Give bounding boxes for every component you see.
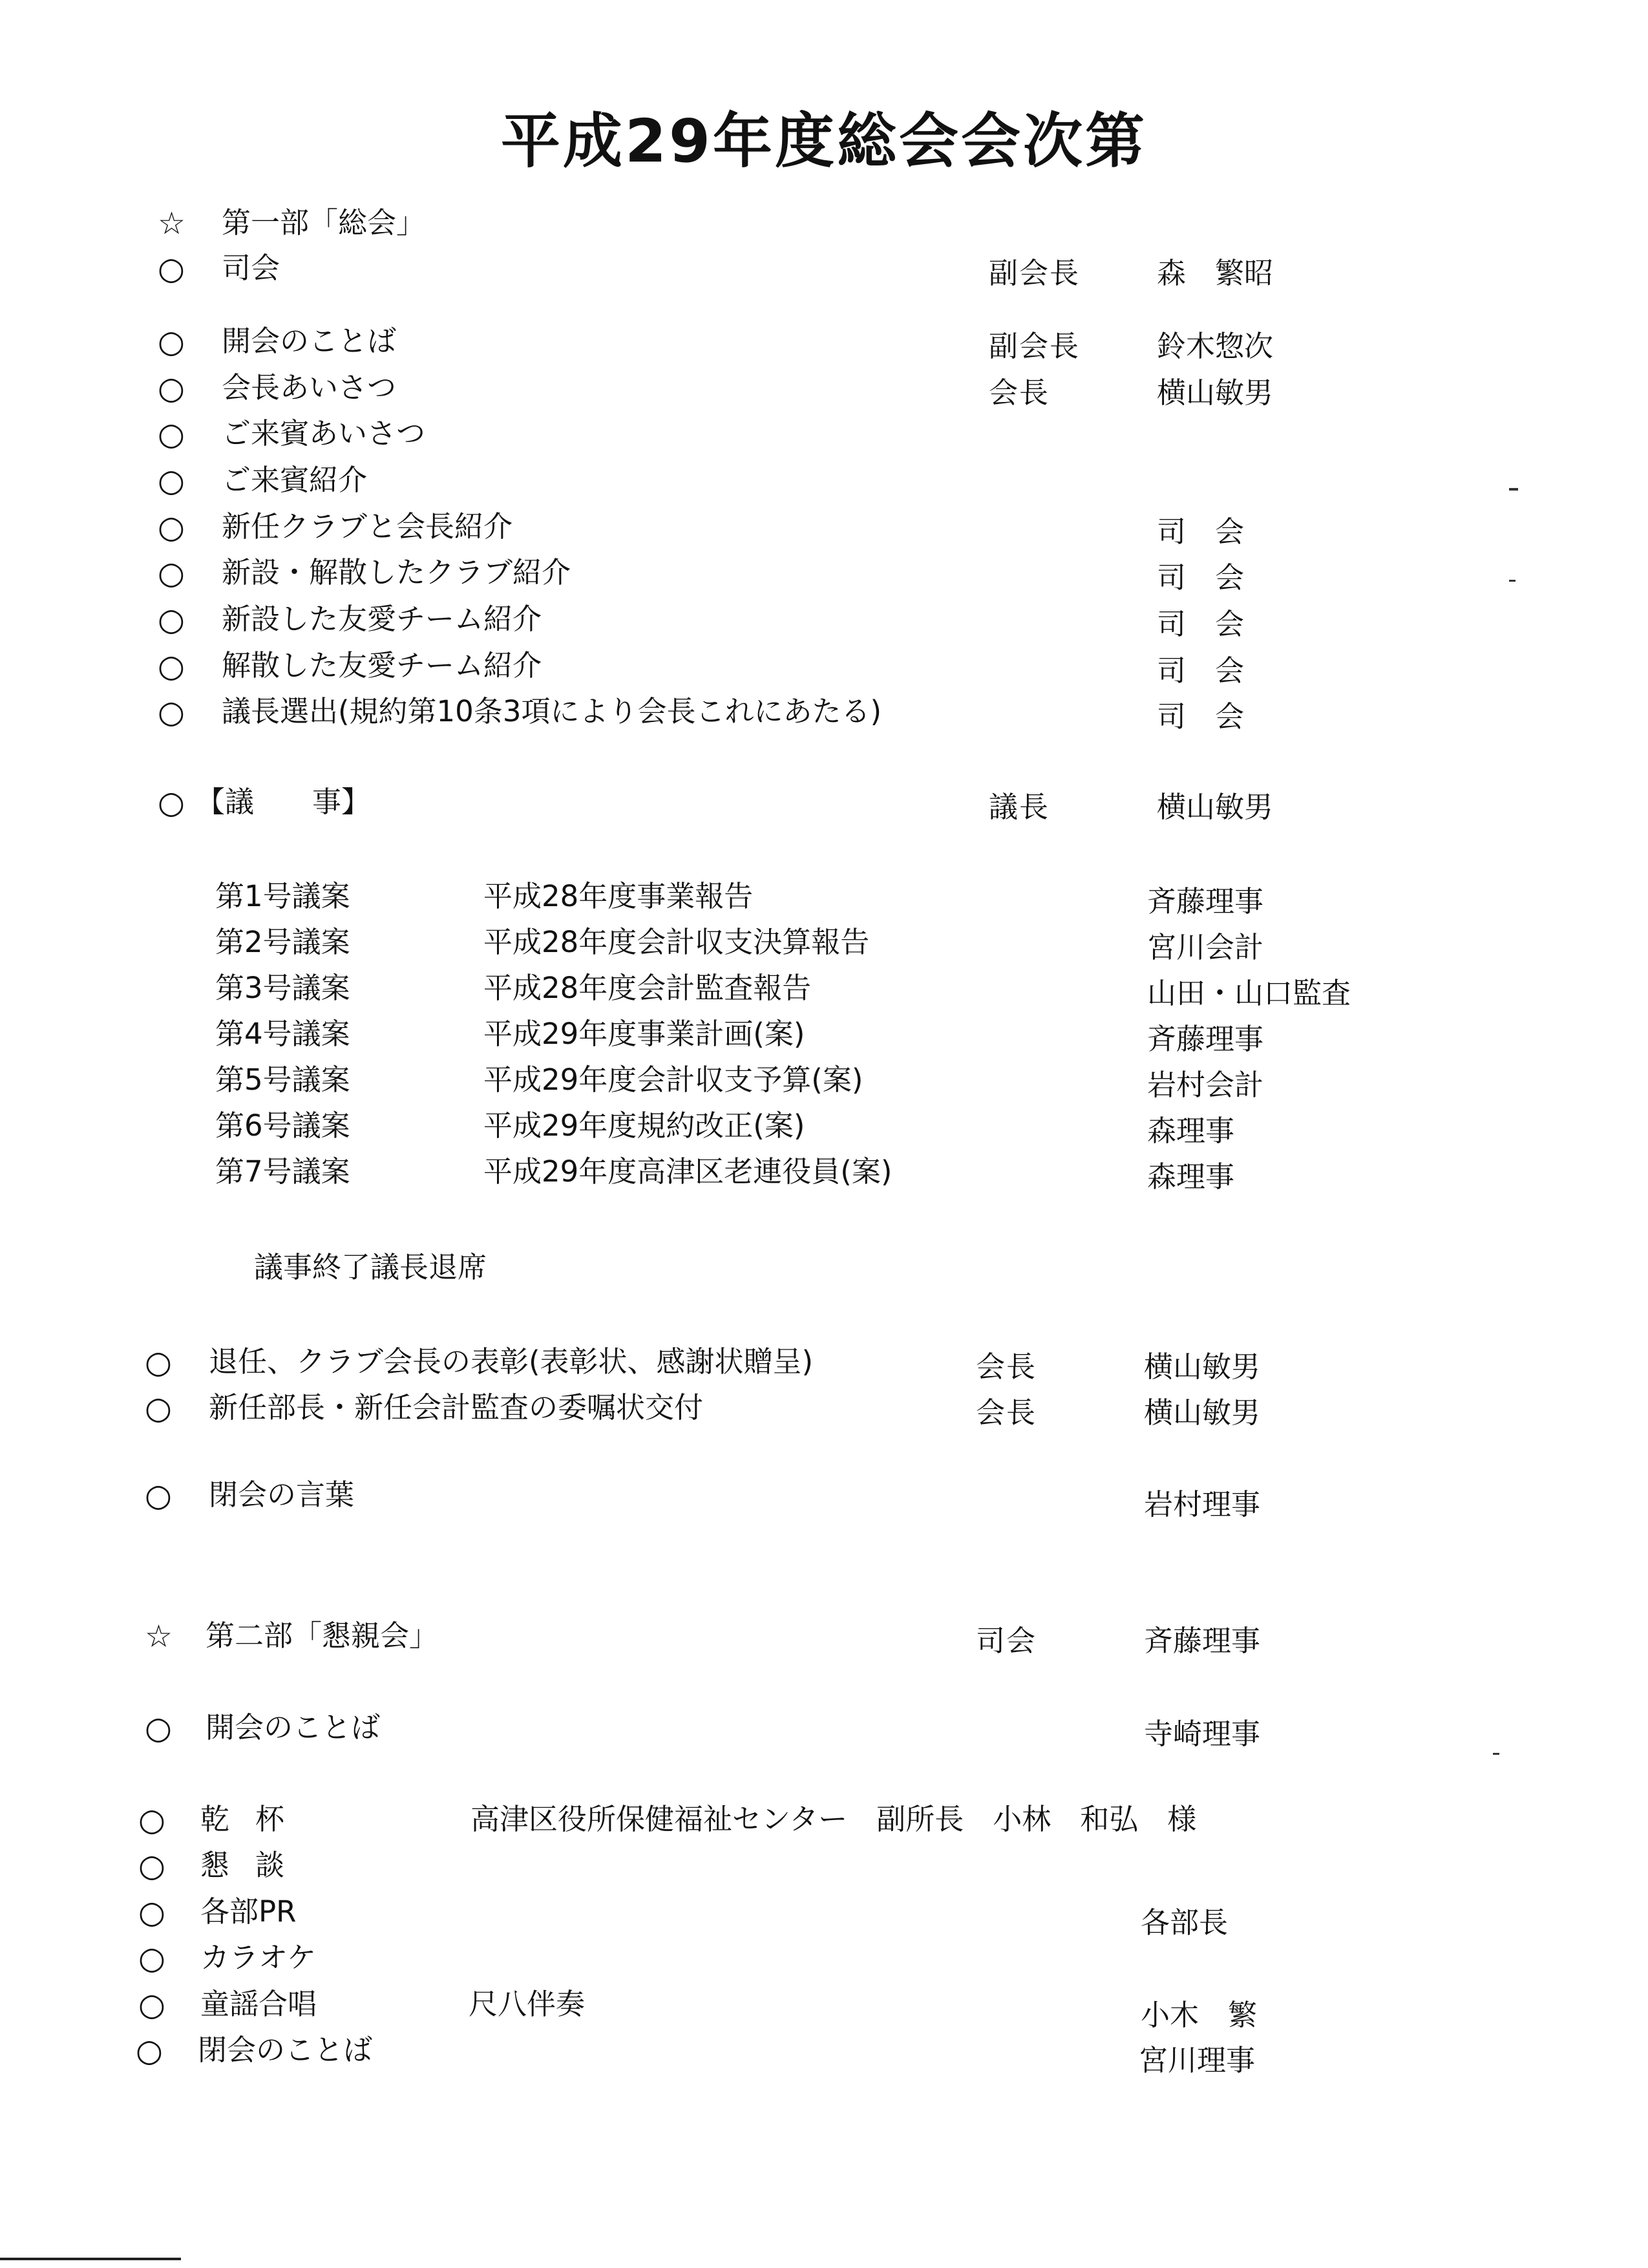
scan-edge-line [0,2258,181,2260]
page-title: 平成29年度総会会次第 [500,107,1148,176]
item-person: 寺崎理事 [1144,1717,1261,1751]
circle-bullet-icon: ○ [136,2033,163,2069]
circle-bullet-icon: ○ [158,785,185,821]
circle-bullet-icon: ○ [158,602,185,638]
item-label: 閉会の言葉 [209,1478,355,1512]
item-role: 会長 [976,1350,1037,1384]
agenda-number: 第7号議案 [215,1154,350,1189]
item-label: 司会 [222,251,280,285]
agenda-presenter: 宮川会計 [1147,930,1264,964]
item-person: 司 会 [1157,699,1245,734]
part2-person: 斉藤理事 [1144,1624,1261,1658]
item-person: 宮川理事 [1139,2043,1256,2077]
circle-bullet-icon: ○ [158,509,185,546]
agenda-label: 【議 事】 [196,785,371,819]
agenda-presenter: 山田・山口監査 [1147,976,1351,1010]
scan-speck [1509,488,1518,491]
agenda-subject: 平成29年度会計収支予算(案) [483,1063,863,1097]
item-label: ご来賓紹介 [222,463,368,497]
agenda-closing: 議事終了議長退席 [254,1250,487,1284]
item-label: 会長あいさつ [222,370,397,405]
item-label: 議長選出(規約第10条3項により会長これにあたる) [222,694,882,728]
agenda-subject: 平成28年度事業報告 [483,879,754,913]
item-person: 小木 繁 [1141,1998,1258,2032]
circle-bullet-icon: ○ [158,555,185,591]
scan-speck [1509,580,1516,582]
item-person: 横山敏男 [1157,376,1274,410]
star-icon: ☆ [145,1618,173,1655]
agenda-number: 第1号議案 [215,879,350,913]
item-label: 童謡合唱 [200,1987,317,2021]
circle-bullet-icon: ○ [158,324,185,360]
item-role: 副会長 [989,329,1081,363]
item-label: 退任、クラブ会長の表彰(表彰状、感謝状贈呈) [209,1344,814,1379]
item-detail: 高津区役所保健福祉センター 副所長 小林 和弘 様 [470,1802,1197,1836]
item-label: 解散した友愛チーム紹介 [222,648,542,683]
circle-bullet-icon: ○ [138,1848,165,1884]
agenda-number: 第2号議案 [215,925,350,959]
circle-bullet-icon: ○ [145,1710,172,1746]
part2-role: 司会 [976,1624,1037,1658]
agenda-role: 議長 [989,790,1050,824]
circle-bullet-icon: ○ [138,1894,165,1931]
item-person: 司 会 [1157,514,1245,549]
circle-bullet-icon: ○ [145,1344,172,1381]
agenda-presenter: 森理事 [1147,1160,1235,1194]
circle-bullet-icon: ○ [158,251,185,287]
item-person: 司 会 [1157,607,1245,641]
agenda-subject: 平成28年度会計収支決算報告 [483,925,870,959]
agenda-person: 横山敏男 [1157,790,1274,824]
item-label: 閉会のことば [198,2033,373,2067]
item-role: 会長 [989,376,1050,410]
item-label: 新任部長・新任会計監査の委嘱状交付 [209,1390,704,1425]
circle-bullet-icon: ○ [158,648,185,684]
item-label: 乾杯 [200,1802,311,1836]
item-label: 各部PR [200,1894,297,1929]
item-label: 新任クラブと会長紹介 [222,509,513,544]
circle-bullet-icon: ○ [138,1987,165,2023]
agenda-subject: 平成29年度高津区老連役員(案) [483,1154,893,1189]
circle-bullet-icon: ○ [145,1390,172,1426]
item-label: 新設した友愛チーム紹介 [222,602,542,636]
agenda-subject: 平成29年度規約改正(案) [483,1108,805,1143]
agenda-presenter: 森理事 [1147,1114,1235,1148]
item-label: 開会のことば [206,1710,381,1744]
item-role: 会長 [976,1395,1037,1430]
circle-bullet-icon: ○ [138,1802,165,1838]
item-person: 司 会 [1157,653,1245,688]
star-icon: ☆ [158,206,186,242]
item-label: カラオケ [200,1940,317,1975]
circle-bullet-icon: ○ [145,1478,172,1514]
item-detail: 尺八伴奏 [469,1987,586,2021]
agenda-subject: 平成28年度会計監査報告 [483,971,812,1005]
item-label: ご来賓あいさつ [222,416,426,450]
agenda-subject: 平成29年度事業計画(案) [483,1017,805,1051]
circle-bullet-icon: ○ [158,694,185,730]
agenda-number: 第5号議案 [215,1063,350,1097]
agenda-number: 第6号議案 [215,1108,350,1143]
item-label: 新設・解散したクラブ紹介 [222,555,571,589]
item-person: 鈴木惣次 [1157,329,1274,363]
part1-heading: 第一部「総会」 [222,206,426,240]
item-person: 森 繁昭 [1157,256,1274,290]
circle-bullet-icon: ○ [158,416,185,452]
part2-heading: 第二部「懇親会」 [206,1618,439,1653]
item-person: 横山敏男 [1144,1350,1261,1384]
agenda-number: 第4号議案 [215,1017,350,1051]
circle-bullet-icon: ○ [158,463,185,499]
item-person: 岩村理事 [1144,1487,1261,1521]
agenda-presenter: 岩村会計 [1147,1068,1264,1102]
circle-bullet-icon: ○ [138,1940,165,1977]
circle-bullet-icon: ○ [158,370,185,407]
scan-speck [1493,1753,1499,1755]
agenda-presenter: 斉藤理事 [1147,1022,1264,1056]
item-person: 横山敏男 [1144,1395,1261,1430]
item-label: 懇談 [200,1848,311,1882]
agenda-presenter: 斉藤理事 [1147,884,1264,918]
item-label: 開会のことば [222,324,397,358]
item-role: 副会長 [989,256,1081,290]
agenda-number: 第3号議案 [215,971,350,1005]
item-person: 司 会 [1157,560,1245,595]
item-person: 各部長 [1141,1905,1229,1940]
